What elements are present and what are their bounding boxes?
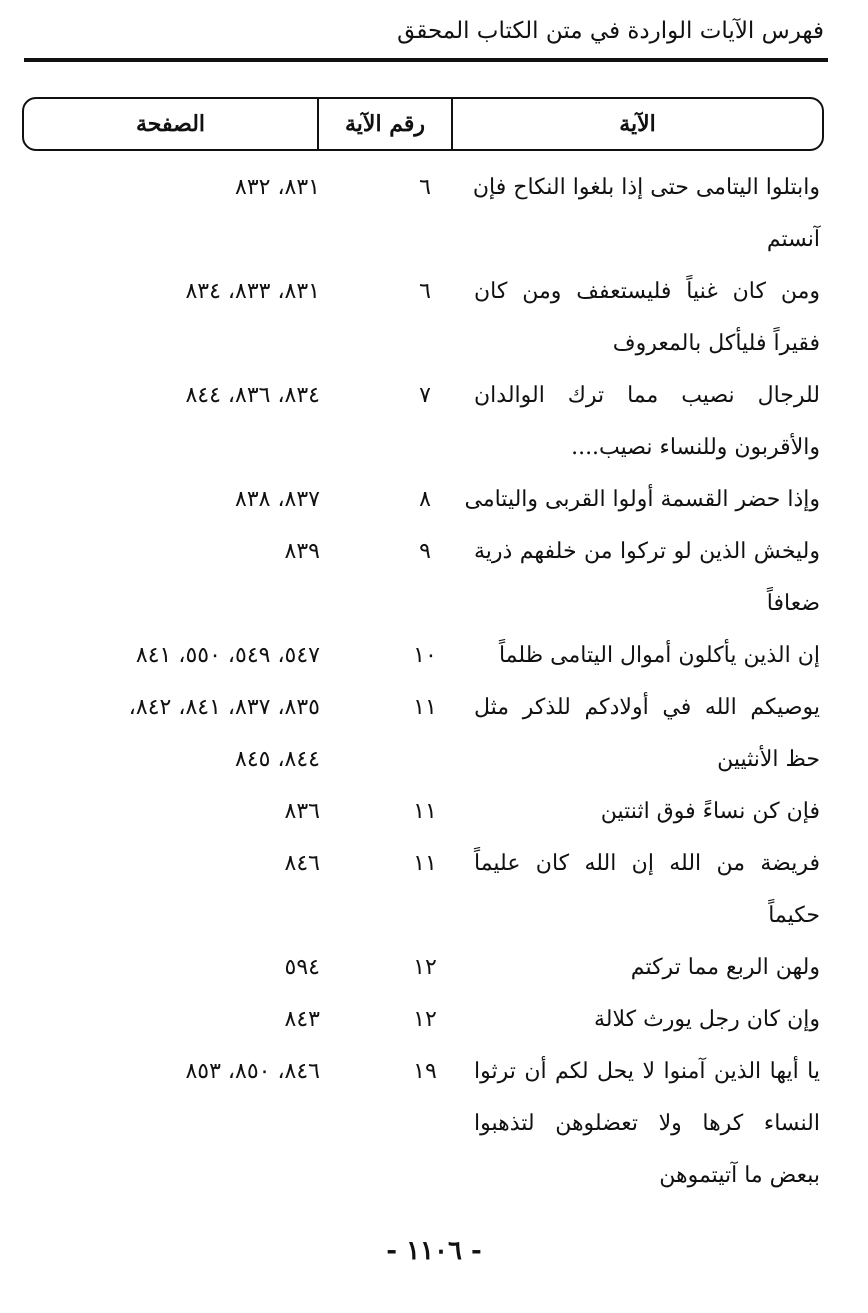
- row-line: [0, 630, 868, 682]
- row-line: [0, 526, 868, 578]
- row-line: [0, 1046, 868, 1098]
- row-line: [0, 838, 868, 890]
- table-row: [0, 682, 868, 786]
- table-row: [0, 474, 868, 526]
- table-row: [0, 1046, 868, 1202]
- ayah-text: يوصيكم الله في أولادكم للذكر مثل: [474, 695, 820, 720]
- table-row: [0, 786, 868, 838]
- row-line: [0, 682, 868, 734]
- row-line: [0, 214, 868, 266]
- column-header-ayah: الآية: [619, 111, 656, 137]
- ayah-text: حكيماً: [768, 903, 820, 928]
- ayah-text: وليخش الذين لو تركوا من خلفهم ذرية: [474, 539, 820, 564]
- row-line: [0, 890, 868, 942]
- table-row: [0, 370, 868, 474]
- row-line: [0, 1098, 868, 1150]
- row-line: [0, 994, 868, 1046]
- ayah-number: ٧: [419, 383, 431, 408]
- header-rule: [24, 58, 828, 62]
- ayah-number: ١١: [413, 695, 437, 720]
- ayah-text: إن الذين يأكلون أموال اليتامى ظلماً: [498, 643, 820, 668]
- ayah-text: النساء كرها ولا تعضلوهن لتذهبوا: [474, 1111, 820, 1136]
- ayah-text: يا أيها الذين آمنوا لا يحل لكم أن ترثوا: [474, 1059, 820, 1084]
- ayah-text: ولهن الربع مما تركتم: [630, 955, 820, 980]
- ayah-text: ببعض ما آتيتموهن: [659, 1163, 820, 1188]
- page-references: ٨٣٦: [284, 799, 320, 824]
- row-line: [0, 422, 868, 474]
- ayah-text: حظ الأنثيين: [717, 747, 820, 772]
- row-line: [0, 370, 868, 422]
- ayah-text: والأقربون وللنساء نصيب....: [571, 435, 820, 460]
- table-row: [0, 994, 868, 1046]
- ayah-number: ٦: [419, 279, 431, 304]
- page-references: ٨٣٥، ٨٣٧، ٨٤١، ٨٤٢،: [128, 695, 320, 720]
- row-line: [0, 162, 868, 214]
- table-row: [0, 838, 868, 942]
- column-header-page: الصفحة: [135, 111, 206, 137]
- ayah-number: ١٢: [413, 955, 437, 980]
- ayah-text: فإن كن نساءً فوق اثنتين: [600, 799, 820, 824]
- page-references: ٨٤٦: [284, 851, 320, 876]
- page-references: ٨٤٤، ٨٤٥: [235, 747, 320, 772]
- page-references: ٨٣٤، ٨٣٦، ٨٤٤: [185, 383, 320, 408]
- table-header: [22, 97, 824, 151]
- row-line: [0, 578, 868, 630]
- page-references: ٨٣١، ٨٣٣، ٨٣٤: [185, 279, 320, 304]
- page-references: ٥٤٧، ٥٤٩، ٥٥٠، ٨٤١: [135, 643, 320, 668]
- table-row: [0, 942, 868, 994]
- page-header-title: فهرس الآيات الواردة في متن الكتاب المحقق: [397, 18, 824, 44]
- ayah-text: فقيراً فليأكل بالمعروف: [612, 331, 820, 356]
- ayah-text: ومن كان غنياً فليستعفف ومن كان: [474, 279, 820, 304]
- ayah-text: ضعافاً: [766, 591, 820, 616]
- ayah-number: ٦: [419, 175, 431, 200]
- ayah-text: فريضة من الله إن الله كان عليماً: [474, 851, 820, 876]
- ayah-number: ٨: [419, 487, 431, 512]
- row-line: [0, 786, 868, 838]
- ayah-number: ٩: [419, 539, 431, 564]
- row-line: [0, 942, 868, 994]
- ayah-text: وابتلوا اليتامى حتى إذا بلغوا النكاح فإن: [472, 175, 820, 200]
- page-references: ٨٣٧، ٨٣٨: [235, 487, 320, 512]
- ayah-text: آنستم: [766, 227, 820, 252]
- row-line: [0, 318, 868, 370]
- row-line: [0, 734, 868, 786]
- table-row: [0, 266, 868, 370]
- ayah-text: وإذا حضر القسمة أولوا القربى واليتامى: [464, 487, 820, 512]
- page-references: ٨٣١، ٨٣٢: [235, 175, 320, 200]
- ayah-text: للرجال نصيب مما ترك الوالدان: [474, 383, 820, 408]
- page-references: ٨٤٦، ٨٥٠، ٨٥٣: [185, 1059, 320, 1084]
- ayah-number: ١١: [413, 799, 437, 824]
- page-references: ٨٣٩: [284, 539, 320, 564]
- table-row: [0, 630, 868, 682]
- page-number: - ١١٠٦ -: [386, 1236, 482, 1266]
- ayah-text: وإن كان رجل يورث كلالة: [593, 1007, 820, 1032]
- table-body: [0, 162, 868, 1202]
- page-references: ٨٤٣: [284, 1007, 320, 1032]
- table-row: [0, 162, 868, 266]
- ayah-number: ١٩: [413, 1059, 437, 1084]
- ayah-number: ١٠: [413, 643, 437, 668]
- row-line: [0, 474, 868, 526]
- ayah-number: ١١: [413, 851, 437, 876]
- row-line: [0, 266, 868, 318]
- table-row: [0, 526, 868, 630]
- row-line: [0, 1150, 868, 1202]
- page-references: ٥٩٤: [284, 955, 320, 980]
- ayah-number: ١٢: [413, 1007, 437, 1032]
- column-header-ayah-number: رقم الآية: [317, 99, 453, 149]
